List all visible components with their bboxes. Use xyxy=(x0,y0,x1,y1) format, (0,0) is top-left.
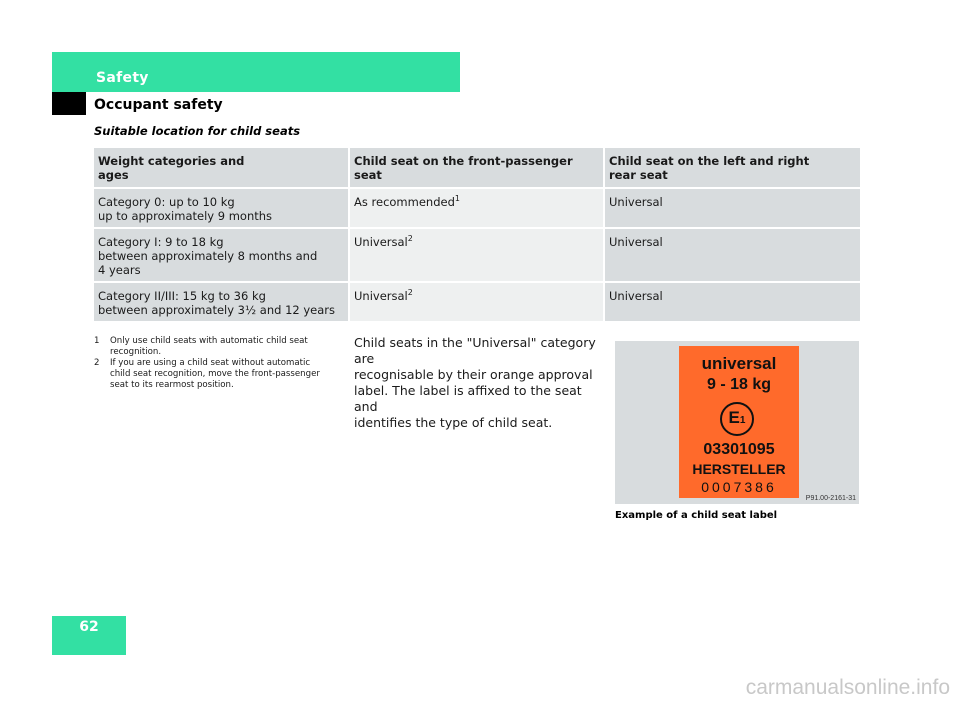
orange-approval-label xyxy=(679,346,799,498)
subsection-title: Occupant safety xyxy=(94,97,223,113)
cell-front-seat: Universal$^2$ xyxy=(350,283,605,323)
cell-rear-seat: Universal xyxy=(605,189,860,229)
image-caption: Example of a child seat label xyxy=(615,510,778,521)
table-row xyxy=(94,189,860,229)
page-number: 62 xyxy=(79,619,99,635)
cell-category: Category II/III: 15 kg to 36 kg between approximately 3½ and 12 years xyxy=(94,283,350,323)
footnote: 2 If you are using a child seat without automatic child seat recognition, move the front-passenger seat to its rearmost position. xyxy=(94,358,320,390)
header-weight-categories: Weight categories and ages xyxy=(94,148,350,189)
footnote: 1 Only use child seats with automatic child seat recognition. xyxy=(94,336,308,357)
header-rear-seat: Child seat on the left and right rear seat xyxy=(605,148,860,189)
table-row xyxy=(94,283,860,323)
footnote-ref: 1 xyxy=(454,194,460,204)
image-reference-code: P91.00-2161-31 xyxy=(805,495,856,502)
label-manufacturer: HERSTELLER xyxy=(692,461,786,477)
cell-rear-seat: Universal xyxy=(605,283,860,323)
table-header-row xyxy=(94,148,860,189)
subsection-marker xyxy=(52,92,86,115)
cell-front-seat: As recommended$^1$ xyxy=(350,189,605,229)
header-front-passenger-seat: Child seat on the front-passenger seat xyxy=(350,148,605,189)
section-title: Safety xyxy=(96,70,149,86)
footnote-ref: 2 xyxy=(407,288,413,298)
table-caption: Suitable location for child seats xyxy=(94,124,301,138)
e-mark-icon: E1 xyxy=(720,402,754,436)
label-category: universal xyxy=(701,354,777,373)
footnotes xyxy=(94,336,344,391)
cell-category: Category I: 9 to 18 kg between approximately 8 months and 4 years xyxy=(94,229,350,283)
table-row xyxy=(94,229,860,283)
footnote-ref: 2 xyxy=(407,234,413,244)
body-paragraph: Child seats in the "Universal" category are recognisable by their orange approval label. The label is affixed to the seat and identifies the type of child seat. xyxy=(354,335,596,430)
cell-category: Category 0: up to 10 kg up to approximately 9 months xyxy=(94,189,350,229)
cell-rear-seat: Universal xyxy=(605,229,860,283)
label-serial: 0007386 xyxy=(701,479,777,495)
watermark: carmanualsonline.info xyxy=(745,676,950,699)
page-number-box xyxy=(52,616,126,655)
label-weight: 9 - 18 kg xyxy=(706,376,772,393)
child-seat-label-image xyxy=(615,341,859,504)
label-approval-number: 03301095 xyxy=(703,441,775,458)
child-seat-table xyxy=(94,148,860,323)
cell-front-seat: Universal$^2$ xyxy=(350,229,605,283)
